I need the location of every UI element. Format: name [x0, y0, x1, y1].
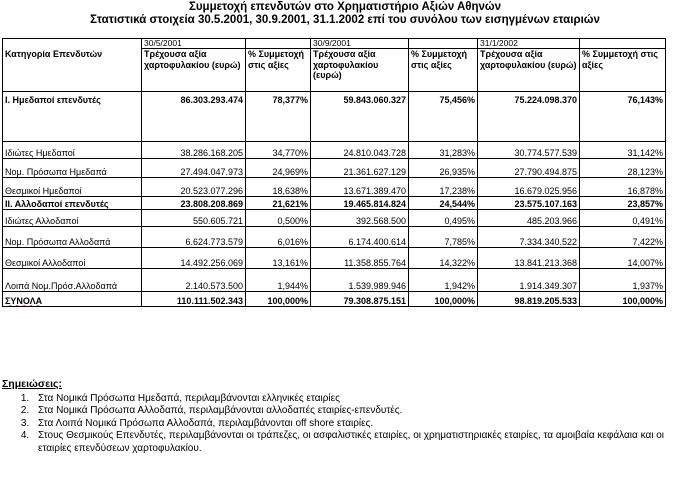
- header-row: [3, 49, 666, 92]
- row-pct: 100,000%: [409, 292, 478, 307]
- date-blank-cell: [246, 39, 311, 49]
- date-blank-cell: [409, 39, 478, 49]
- row-value: 2.140.573.500: [142, 269, 246, 292]
- row-value: 23.575.107.163: [478, 197, 580, 210]
- page-subtitle: Στατιστικά στοιχεία 30.5.2001, 30.9.2001, 31.1.2002 επί του συνόλου των εισηγμένων εταιριών: [90, 14, 600, 26]
- header-pct-2: % Συμμετοχή στις αξίες: [409, 49, 478, 92]
- row-value: 30.774.577.539: [478, 142, 580, 159]
- header-value-2: Τρέχουσα αξία χαρτοφυλακίου (ευρώ): [311, 49, 409, 92]
- row-label: Ι. Ημεδαποί επενδυτές: [3, 92, 142, 142]
- row-label: Θεσμικοί Αλλοδαποί: [3, 248, 142, 269]
- row-label: Νομ. Πρόσωπα Αλλοδαπά: [3, 227, 142, 248]
- note-item: 2. Στα Νομικά Πρόσωπα Αλλοδαπά, περιλαμβάνονται αλλοδαπές εταιρίες-επενδυτές.: [32, 405, 682, 418]
- table-row: [3, 197, 666, 210]
- totals-label: ΣΥΝΟΛΑ: [3, 292, 142, 307]
- investor-participation-table: [2, 38, 666, 307]
- row-value: 6.174.400.614: [311, 227, 409, 248]
- row-pct: 7,422%: [580, 227, 666, 248]
- row-pct: 1,937%: [580, 269, 666, 292]
- totals-row: [3, 292, 666, 307]
- row-pct: 23,857%: [580, 197, 666, 210]
- row-value: 23.808.208.869: [142, 197, 246, 210]
- row-pct: 75,456%: [409, 92, 478, 142]
- header-pct-1: % Συμμετοχή στις αξίες: [246, 49, 311, 92]
- row-value: 1.914.349.307: [478, 269, 580, 292]
- row-value: 79.308.875.151: [311, 292, 409, 307]
- row-pct: 31,142%: [580, 142, 666, 159]
- row-value: 21.361.627.129: [311, 159, 409, 178]
- notes-list: [2, 393, 682, 456]
- table-row: [3, 92, 666, 142]
- row-pct: 13,161%: [246, 248, 311, 269]
- date-blank-cell: [3, 39, 142, 49]
- row-value: 550.605.721: [142, 210, 246, 227]
- row-value: 20.523.077.296: [142, 178, 246, 197]
- header-value-1: Τρέχουσα αξία χαρτοφυλακίου (ευρώ): [142, 49, 246, 92]
- row-pct: 34,770%: [246, 142, 311, 159]
- notes-section: [2, 378, 682, 455]
- row-pct: 16,878%: [580, 178, 666, 197]
- row-pct: 100,000%: [580, 292, 666, 307]
- row-pct: 28,123%: [580, 159, 666, 178]
- row-value: 38.286.168.205: [142, 142, 246, 159]
- row-pct: 26,935%: [409, 159, 478, 178]
- row-pct: 1,944%: [246, 269, 311, 292]
- row-value: 485.203.966: [478, 210, 580, 227]
- row-value: 7.334.340.522: [478, 227, 580, 248]
- row-label: Ιδιώτες Αλλοδαποί: [3, 210, 142, 227]
- row-pct: 24,969%: [246, 159, 311, 178]
- row-value: 24.810.043.728: [311, 142, 409, 159]
- row-pct: 0,491%: [580, 210, 666, 227]
- row-label: Λοιπά Νομ.Πρόσ.Αλλοδαπά: [3, 269, 142, 292]
- table-row: [3, 159, 666, 178]
- row-label: Θεσμικοί Ημεδαποί: [3, 178, 142, 197]
- row-pct: 0,500%: [246, 210, 311, 227]
- row-pct: 31,283%: [409, 142, 478, 159]
- date-row: [3, 39, 666, 49]
- row-pct: 0,495%: [409, 210, 478, 227]
- date-cell-1: 30/5/2001: [142, 39, 246, 49]
- row-pct: 76,143%: [580, 92, 666, 142]
- row-value: 98.819.205.533: [478, 292, 580, 307]
- row-pct: 7,785%: [409, 227, 478, 248]
- table-row: [3, 227, 666, 248]
- row-pct: 14,322%: [409, 248, 478, 269]
- row-value: 110.111.502.343: [142, 292, 246, 307]
- date-cell-2: 30/9/2001: [311, 39, 409, 49]
- note-item: 3. Στα Λοιπά Νομικά Πρόσωπα Αλλοδαπά, περιλαμβάνονται off shore εταιρίες.: [32, 418, 682, 431]
- note-item: 4. Στους Θεσμικούς Επενδυτές, περιλαμβάνονται οι τράπεζες, οι ασφαλιστικές εταιρίες, οι χρηματιστηριακές εταιρίες, τα αμοιβαία κεφάλαια και οι εταιρίες επενδύσεων χαρτοφυλακίου.: [32, 430, 682, 455]
- table-row: [3, 248, 666, 269]
- row-pct: 17,238%: [409, 178, 478, 197]
- row-value: 13.841.213.368: [478, 248, 580, 269]
- row-value: 13.671.389.470: [311, 178, 409, 197]
- row-pct: 78,377%: [246, 92, 311, 142]
- row-value: 75.224.098.370: [478, 92, 580, 142]
- row-pct: 14,007%: [580, 248, 666, 269]
- row-value: 1.539.989.946: [311, 269, 409, 292]
- row-value: 27.790.494.875: [478, 159, 580, 178]
- row-value: 392.568.500: [311, 210, 409, 227]
- row-value: 11.358.855.764: [311, 248, 409, 269]
- table-row: [3, 178, 666, 197]
- row-label: Νομ. Πρόσωπα Ημεδαπά: [3, 159, 142, 178]
- row-label: Ιδιώτες Ημεδαποί: [3, 142, 142, 159]
- table-row: [3, 210, 666, 227]
- table-row: [3, 142, 666, 159]
- date-blank-cell: [580, 39, 666, 49]
- row-value: 19.465.814.824: [311, 197, 409, 210]
- row-pct: 21,621%: [246, 197, 311, 210]
- page-title: Συμμετοχή επενδυτών στο Χρηματιστήριο Αξιών Αθηνών: [188, 1, 502, 13]
- date-cell-3: 31/1/2002: [478, 39, 580, 49]
- row-value: 86.303.293.474: [142, 92, 246, 142]
- row-pct: 1,942%: [409, 269, 478, 292]
- row-value: 14.492.256.069: [142, 248, 246, 269]
- notes-title: Σημειώσεις:: [2, 378, 62, 390]
- row-label: ΙΙ. Αλλοδαποί επενδυτές: [3, 197, 142, 210]
- row-value: 6.624.773.579: [142, 227, 246, 248]
- header-pct-3: % Συμμετοχή στις αξίες: [580, 49, 666, 92]
- row-pct: 100,000%: [246, 292, 311, 307]
- table-row: [3, 269, 666, 292]
- row-pct: 18,638%: [246, 178, 311, 197]
- header-value-3: Τρέχουσα αξία χαρτοφυλακίου (ευρώ): [478, 49, 580, 92]
- row-value: 16.679.025.956: [478, 178, 580, 197]
- row-value: 27.494.047.973: [142, 159, 246, 178]
- row-value: 59.843.060.327: [311, 92, 409, 142]
- row-pct: 24,544%: [409, 197, 478, 210]
- header-category: Κατηγορία Επενδυτών: [3, 49, 142, 92]
- note-item: 1. Στα Νομικά Πρόσωπα Ημεδαπά, περιλαμβάνονται ελληνικές εταιρίες: [32, 393, 682, 406]
- row-pct: 6,016%: [246, 227, 311, 248]
